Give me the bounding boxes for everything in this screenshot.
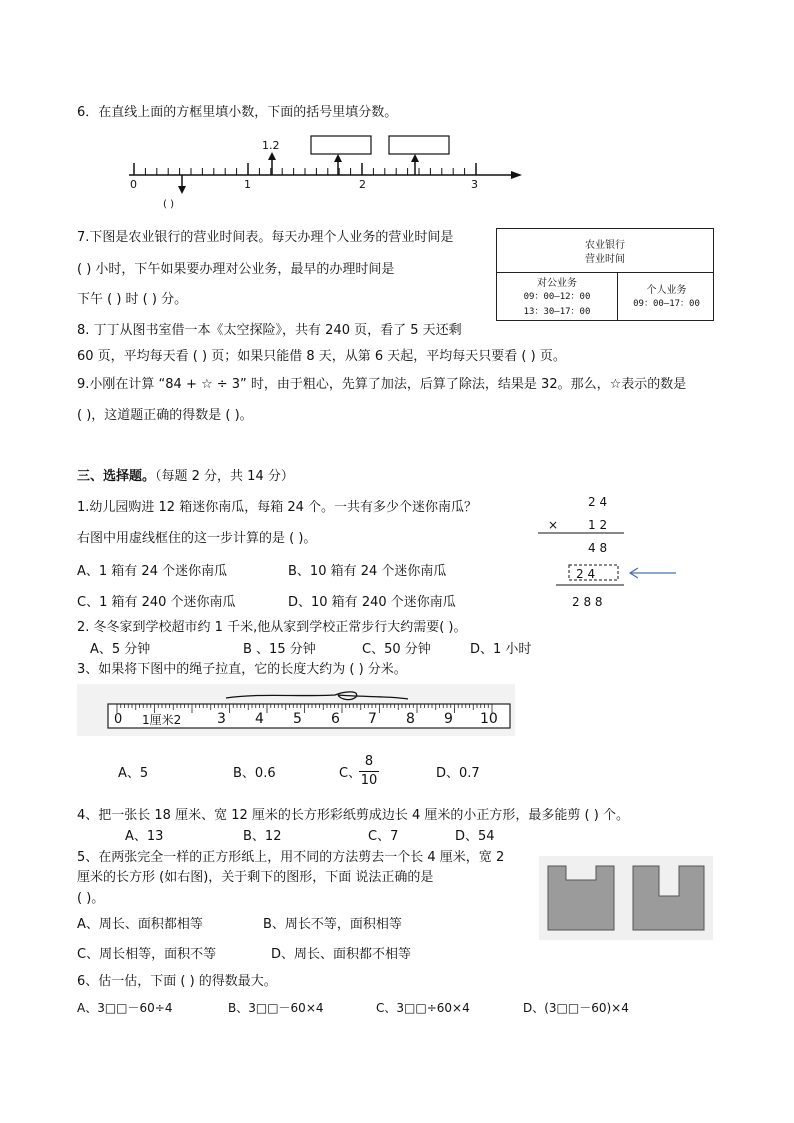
ruler-label-10: 10 xyxy=(480,711,498,727)
q9-line1: 9.小刚在计算 “84 + ☆ ÷ 3” 时，由于粗心，先算了加法，后算了除法，结果是 32。那么，☆表示的数是 xyxy=(77,377,687,392)
number-line-tick-2: 2 xyxy=(359,178,366,191)
c2-option-b[interactable]: B 、15 分钟 xyxy=(243,642,316,657)
ruler-label-6: 6 xyxy=(331,711,340,727)
c3-option-b[interactable]: B、0.6 xyxy=(233,766,276,781)
c1-option-d[interactable]: D、10 箱有 240 个迷你南瓜 xyxy=(288,595,456,610)
c1-option-c[interactable]: C、1 箱有 240 个迷你南瓜 xyxy=(77,595,236,610)
fraction-numerator: 8 xyxy=(364,754,374,769)
personal-hours: 09：00—17：00 xyxy=(633,299,700,309)
number-line-label-1-2: 1.2 xyxy=(262,139,280,152)
ruler-label-4: 4 xyxy=(255,711,264,727)
calc-times: × xyxy=(548,518,559,532)
c5-line2: 厘米的长方形 (如右图)，关于剩下的图形，下面 说法正确的是 xyxy=(77,870,434,885)
c6-option-d[interactable]: D、(3□□－60)×4 xyxy=(523,1001,629,1015)
c3-line1: 3、如果将下图中的绳子拉直，它的长度大约为 ( ) 分米。 xyxy=(77,662,407,677)
c2-option-d[interactable]: D、1 小时 xyxy=(470,642,532,657)
c6-option-a[interactable]: A、3□□－60÷4 xyxy=(77,1001,173,1015)
calc-row5: 2 8 8 xyxy=(572,595,603,609)
q8-line2: 60 页，平均每天看 ( ) 页；如果只能借 8 天，从第 6 天起，平均每天只要看 ( ) 页。 xyxy=(77,349,566,364)
personal-business-head: 个人业务 xyxy=(646,285,687,296)
c2-option-a[interactable]: A、5 分钟 xyxy=(90,642,151,657)
c1-option-b[interactable]: B、10 箱有 24 个迷你南瓜 xyxy=(288,564,447,579)
calc-row4: 2 4 xyxy=(576,567,596,581)
q6-text: 6．在直线上面的方框里填小数，下面的括号里填分数。 xyxy=(77,105,398,120)
section-note: （每题 2 分，共 14 分） xyxy=(155,469,294,484)
section-title: 三、选择题。 xyxy=(77,469,156,484)
c1-option-a[interactable]: A、1 箱有 24 个迷你南瓜 xyxy=(77,564,228,579)
c5-option-a[interactable]: A、周长、面积都相等 xyxy=(77,917,203,932)
fraction-denominator: 10 xyxy=(360,773,378,788)
corporate-hours-am: 09：00—12：00 xyxy=(523,292,591,302)
calc-row2: 1 2 xyxy=(588,518,608,532)
q7-line1: 7.下图是农业银行的营业时间表。每天办理个人业务的营业时间是 xyxy=(77,230,454,245)
number-line-tick-0: 0 xyxy=(130,178,137,191)
c4-line1: 4、把一张长 18 厘米、宽 12 厘米的长方形彩纸剪成边长 4 厘米的小正方形，最多能剪 ( ) 个。 xyxy=(77,808,629,823)
c1-line2: 右图中用虚线框住的这一步计算的是 ( )。 xyxy=(77,531,317,546)
c3-option-c[interactable]: C、 xyxy=(339,766,362,781)
ruler-label-9: 9 xyxy=(444,711,453,727)
corporate-hours-pm: 13：30—17：00 xyxy=(523,307,591,317)
c6-line1: 6、估一估，下面 ( ) 的得数最大。 xyxy=(77,974,277,989)
c5-line1: 5、在两张完全一样的正方形纸上，用不同的方法剪去一个长 4 厘米，宽 2 xyxy=(77,850,505,865)
calc-row3: 4 8 xyxy=(588,541,608,555)
c2-option-c[interactable]: C、50 分钟 xyxy=(362,642,431,657)
c3-option-d[interactable]: D、0.7 xyxy=(436,766,480,781)
c6-option-c[interactable]: C、3□□÷60×4 xyxy=(376,1001,470,1015)
fraction-paren[interactable]: ( ) xyxy=(163,199,174,210)
c6-option-b[interactable]: B、3□□－60×4 xyxy=(228,1001,324,1015)
number-line-tick-3: 3 xyxy=(471,178,478,191)
number-line-tick-1: 1 xyxy=(244,178,251,191)
bank-title: 农业银行 xyxy=(585,240,625,251)
q9-line2: ( )，这道题正确的得数是 ( )。 xyxy=(77,408,253,423)
c4-option-b[interactable]: B、12 xyxy=(243,829,282,844)
c1-line1: 1.幼儿园购进 12 箱迷你南瓜，每箱 24 个。一共有多少个迷你南瓜？ xyxy=(77,500,478,515)
c5-option-b[interactable]: B、周长不等，面积相等 xyxy=(263,917,402,932)
q7-line2: ( ) 小时，下午如果要办理对公业务，最早的办理时间是 xyxy=(77,262,395,277)
c5-line3: ( )。 xyxy=(77,891,105,906)
ruler-label-5: 5 xyxy=(293,711,302,727)
ruler-label-3: 3 xyxy=(217,711,226,727)
ruler-label-1: 1厘米2 xyxy=(142,713,182,727)
ruler-label-0: 0 xyxy=(114,712,123,727)
c3-option-a[interactable]: A、5 xyxy=(118,766,149,781)
ruler-label-7: 7 xyxy=(368,711,377,727)
calc-row1: 2 4 xyxy=(588,495,608,509)
c5-option-c[interactable]: C、周长相等，面积不等 xyxy=(77,947,217,962)
ruler-label-8: 8 xyxy=(406,711,415,727)
c2-line1: 2. 冬冬家到学校超市约 1 千米,他从家到学校正常步行大约需要( )。 xyxy=(77,620,467,635)
corporate-business-head: 对公业务 xyxy=(537,278,577,289)
c4-option-a[interactable]: A、13 xyxy=(125,829,164,844)
q8-line1: 8. 丁丁从图书室借一本《太空探险》，共有 240 页，看了 5 天还剩 xyxy=(77,323,462,338)
c5-option-d[interactable]: D、周长、面积都不相等 xyxy=(271,947,412,962)
bank-subtitle: 营业时间 xyxy=(585,254,625,265)
q7-line3: 下午 ( ) 时 ( ) 分。 xyxy=(77,292,188,307)
c4-option-d[interactable]: D、54 xyxy=(455,829,495,844)
c4-option-c[interactable]: C、7 xyxy=(368,829,399,844)
